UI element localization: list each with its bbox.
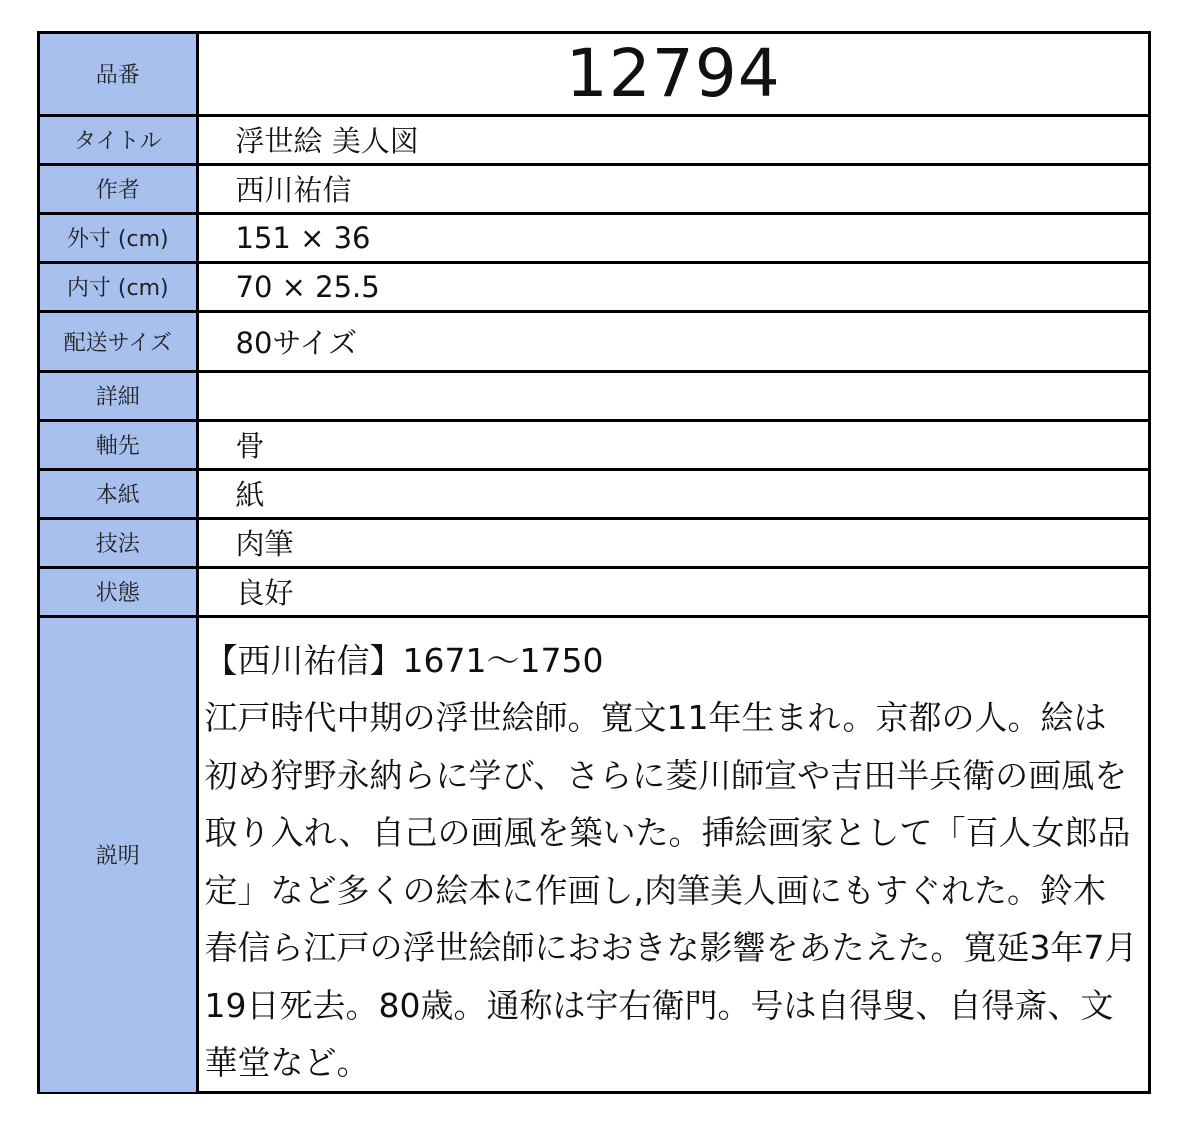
- outer-size-value: 151 × 36: [197, 213, 1148, 262]
- table-row: [40, 164, 1148, 213]
- shipping-size-value: 80サイズ: [197, 311, 1148, 371]
- row-label-technique: 技法: [40, 518, 197, 567]
- table-row: [40, 567, 1148, 616]
- table-row: [40, 616, 1148, 1092]
- row-label-description: 説明: [40, 616, 197, 1092]
- row-label-base-material: 本紙: [40, 469, 197, 518]
- spec-table: [40, 34, 1148, 1092]
- table-row: [40, 371, 1148, 420]
- condition-value: 良好: [197, 567, 1148, 616]
- table-row: [40, 115, 1148, 164]
- artist-value: 西川祐信: [197, 164, 1148, 213]
- item-spec-sheet: [37, 31, 1151, 1094]
- row-label-shipping-size: 配送サイズ: [40, 311, 197, 371]
- base-material-value: 紙: [197, 469, 1148, 518]
- row-label-condition: 状態: [40, 567, 197, 616]
- row-label-roller-end: 軸先: [40, 420, 197, 469]
- technique-value: 肉筆: [197, 518, 1148, 567]
- row-label-details: 詳細: [40, 371, 197, 420]
- table-row: [40, 311, 1148, 371]
- description-heading: 【西川祐信】1671〜1750: [204, 640, 604, 680]
- row-label-title: タイトル: [40, 115, 197, 164]
- item-number-value: 12794: [197, 34, 1148, 115]
- description-body: 江戸時代中期の浮世絵師。寛文11年生まれ。京都の人。絵は初め狩野永納らに学び、さらに菱川師宣や吉田半兵衛の画風を取り入れ、自己の画風を築いた。挿絵画家として「百人女郎品定」など多くの絵本に作画し,肉筆美人画にもすぐれた。鈴木春信ら江戸の浮世絵師におおきな影響をあたえた。寛延3年7月19日死去。80歳。通称は宇右衛門。号は自得叟、自得斎、文華堂など。: [204, 698, 1138, 1082]
- table-row: [40, 420, 1148, 469]
- row-label-item-number: 品番: [40, 34, 197, 115]
- table-row: [40, 518, 1148, 567]
- table-row: [40, 469, 1148, 518]
- table-row: [40, 213, 1148, 262]
- roller-end-value: 骨: [197, 420, 1148, 469]
- row-label-artist: 作者: [40, 164, 197, 213]
- table-row: [40, 34, 1148, 115]
- table-row: [40, 262, 1148, 311]
- title-value: 浮世絵 美人図: [197, 115, 1148, 164]
- row-label-outer-size: 外寸 (cm): [40, 213, 197, 262]
- inner-size-value: 70 × 25.5: [197, 262, 1148, 311]
- details-value: [197, 371, 1148, 420]
- row-label-inner-size: 内寸 (cm): [40, 262, 197, 311]
- description-value: [197, 616, 1148, 1092]
